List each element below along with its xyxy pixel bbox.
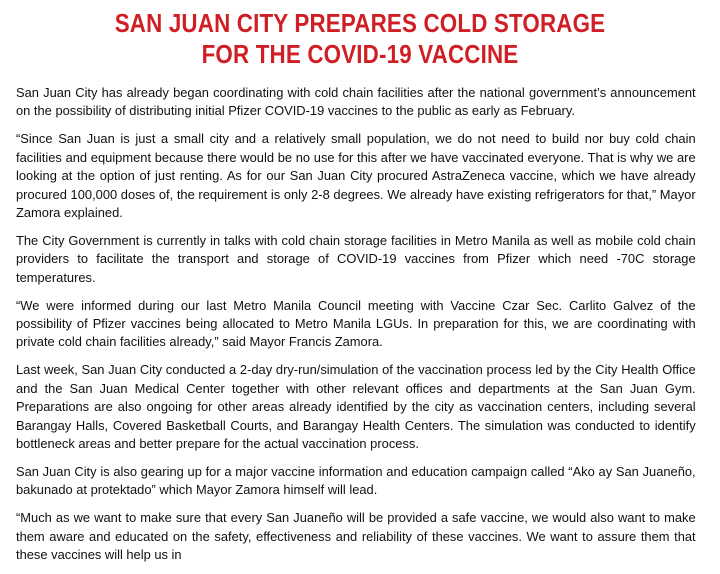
headline-line-1: SAN JUAN CITY PREPARES COLD STORAGE (114, 8, 606, 38)
paragraph: “Since San Juan is just a small city and a relatively small population, we do not need to build nor buy cold chain facilities and equipment because there would be no use for this after we have vaccinated everyone. That is why we are looking at the option of just renting. As for our San Juan City procured AstraZeneca vaccine, which we have already procured 100,000 doses of, the requirement is only 2-8 degrees. We already have existing refrigerators for that,” Mayor Zamora explained. (16, 131, 696, 220)
paragraph: “We were informed during our last Metro Manila Council meeting with Vaccine Czar Sec. Carlito Galvez of the possibility of Pfizer vaccines being allocated to Metro Manila LGUs. In preparation for this, we are coordinating with private cold chain facilities already,” said Mayor Francis Zamora. (16, 297, 696, 350)
paragraph: Last week, San Juan City conducted a 2-day dry-run/simulation of the vaccination process led by the City Health Office and the San Juan Medical Center together with other relevant offices and departments at the San Juan Gym. Preparations are also ongoing for other areas already identified by the city as vaccination centers, including several Barangay Halls, Covered Basketball Courts, and Barangay Health Centers. The simulation was conducted to identify bottleneck areas and better prepare for the actual vaccination process. (16, 362, 696, 451)
paragraph: “Much as we want to make sure that every San Juaneño will be provided a safe vaccine, we would also want to make them aware and educated on the safety, effectiveness and reliability of these vaccines. We want to assure them that these vaccines will help us in (16, 510, 696, 562)
paragraph: San Juan City has already began coordinating with cold chain facilities after the national government’s announcement on the possibility of distributing initial Pfizer COVID-19 vaccines to the public as early as February. (16, 85, 696, 119)
headline-line-2: FOR THE COVID-19 VACCINE (201, 39, 519, 69)
article-body (16, 84, 706, 574)
paragraph: The City Government is currently in talks with cold chain storage facilities in Metro Manila as well as mobile cold chain providers to facilitate the transport and storage of COVID-19 vaccines from Pfizer which need -70C storage temperatures. (16, 232, 696, 285)
headline (50, 0, 669, 70)
paragraph: San Juan City is also gearing up for a major vaccine information and education campaign called “Ako ay San Juaneño, bakunado at protektado” which Mayor Zamora himself will lead. (16, 463, 696, 498)
